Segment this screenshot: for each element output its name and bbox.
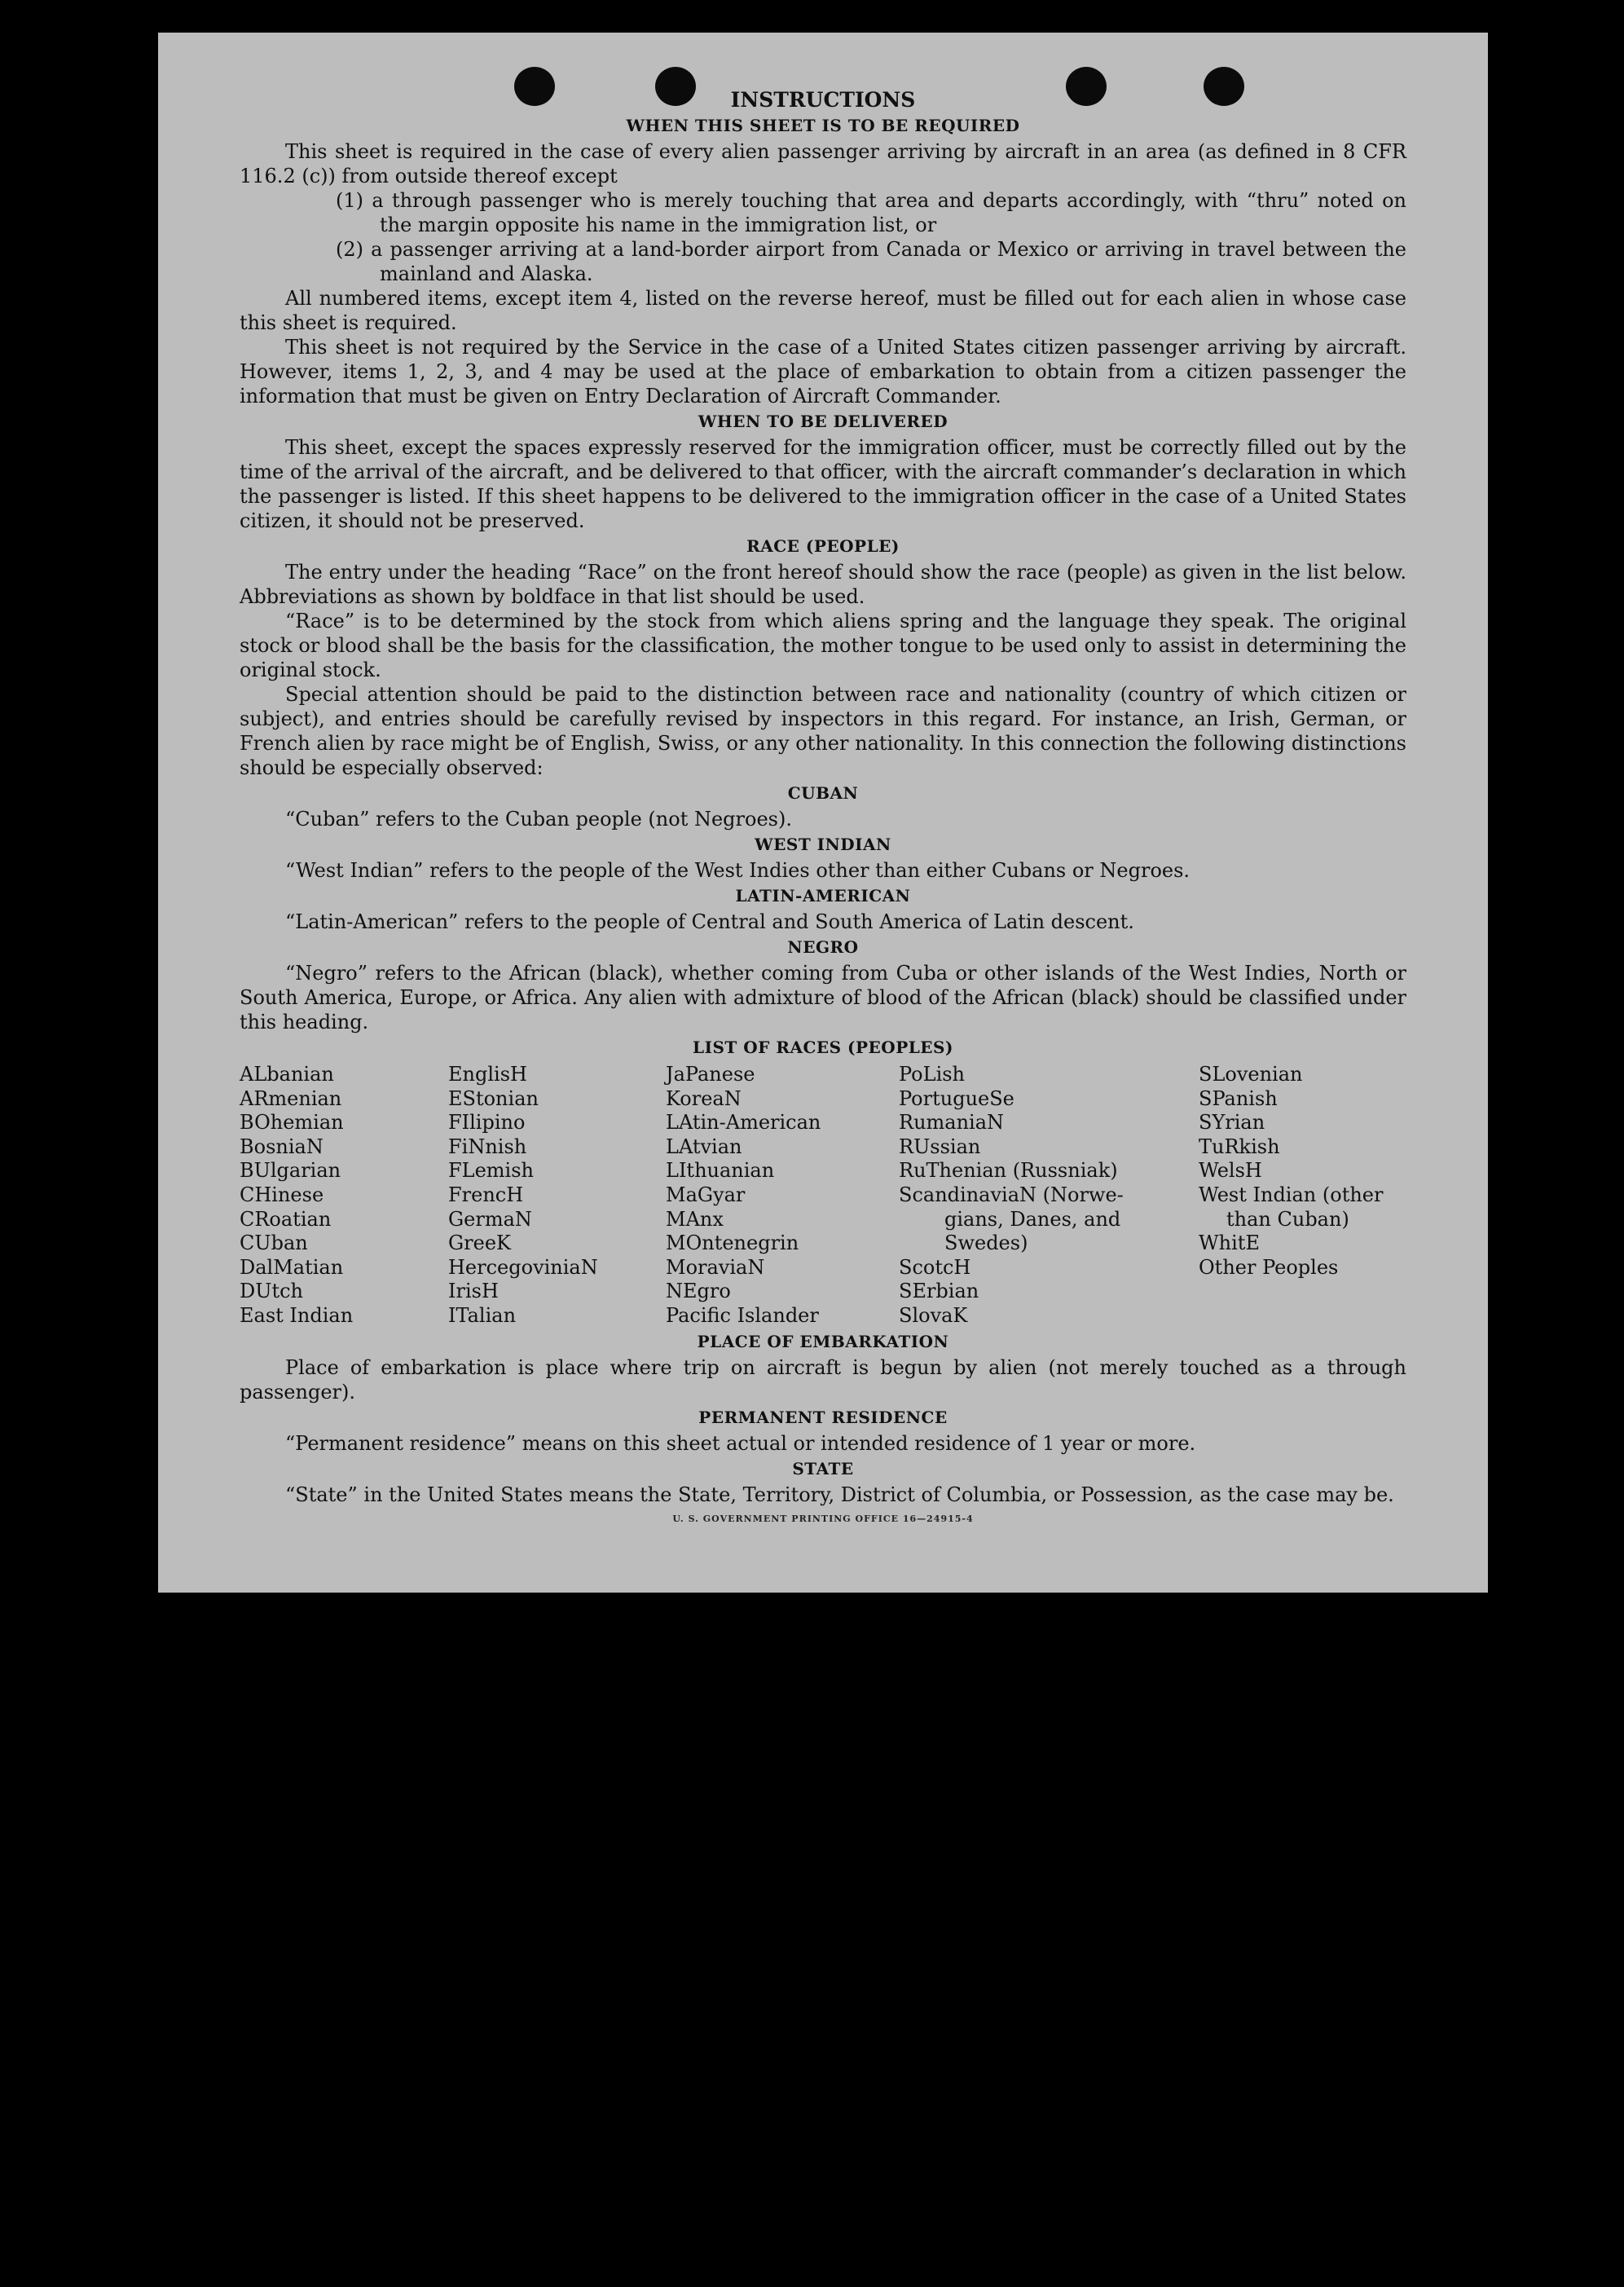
list-item: MoraviaN <box>666 1255 765 1279</box>
list-item: Pacific Islander <box>666 1303 819 1327</box>
section-heading-delivered: WHEN TO BE DELIVERED <box>698 412 948 431</box>
section-heading-race: RACE (PEOPLE) <box>746 536 900 556</box>
list-item: FIlipino <box>448 1111 526 1135</box>
list-item: than Cuban) <box>1226 1207 1349 1231</box>
punch-hole <box>514 67 555 106</box>
race-list <box>240 1063 1406 1329</box>
paragraph: “Race” is to be determined by the stock from which aliens spring and the language they speak. The original stock or blood shall be the basis for the classification, the mother tongue to be used only to assist in determining the original stock. <box>240 610 1406 681</box>
paragraph: “Negro” refers to the African (black), whether coming from Cuba or other islands of the West Indies, North or South America, Europe, or Africa. Any alien with admixture of blood of the African (black) should be classified under this heading. <box>240 962 1406 1033</box>
list-item: PortugueSe <box>899 1086 1014 1110</box>
list-item: DUtch <box>240 1280 304 1303</box>
list-item: EnglisH <box>448 1063 527 1086</box>
paragraph: “Permanent residence” means on this sheet actual or intended residence of 1 year or more. <box>285 1431 1196 1455</box>
list-item: BUlgarian <box>240 1159 341 1183</box>
list-item: JaPanese <box>666 1063 755 1086</box>
list-item: FiNnish <box>448 1135 527 1158</box>
paragraph: The entry under the heading “Race” on the front hereof should show the race (people) as given in the list below. Abbreviations as shown by boldface in that list should be used. <box>240 561 1406 608</box>
list-item: LIthuanian <box>666 1159 775 1183</box>
numbered-item: (2) a passenger arriving at a land-border airport from Canada or Mexico or arriving in travel between the mainland and Alaska. <box>336 238 1406 285</box>
punch-hole <box>1066 67 1107 106</box>
instruction-sheet <box>158 33 1488 1593</box>
list-item: FrencH <box>448 1183 524 1206</box>
list-item: LAtvian <box>666 1135 742 1158</box>
list-item: West Indian (other <box>1199 1183 1384 1206</box>
race-list-column <box>899 1063 1199 1329</box>
section-heading-required: WHEN THIS SHEET IS TO BE REQUIRED <box>626 116 1020 135</box>
list-item: SErbian <box>899 1280 979 1303</box>
paragraph: This sheet is not required by the Service in the case of a United States citizen passenger arriving by aircraft. However, items 1, 2, 3, and 4 may be used at the place of embarkation to obtain from a citizen passenger the information that must be given on Entry Declaration of Aircraft Commander. <box>240 336 1406 408</box>
list-item: SYrian <box>1199 1111 1265 1135</box>
list-item: HercegoviniaN <box>448 1255 598 1279</box>
list-item: SlovaK <box>899 1303 968 1327</box>
list-item: gians, Danes, and <box>944 1207 1121 1231</box>
section-heading-residence: PERMANENT RESIDENCE <box>698 1407 948 1427</box>
section-heading-negro: NEGRO <box>787 937 859 957</box>
section-heading-state: STATE <box>792 1458 854 1478</box>
list-item: SPanish <box>1199 1086 1278 1110</box>
list-item: MAnx <box>666 1207 724 1231</box>
printing-office-footer: U. S. GOVERNMENT PRINTING OFFICE 16—24915-4 <box>672 1513 974 1524</box>
list-item: GreeK <box>448 1232 511 1255</box>
list-item: East Indian <box>240 1303 354 1327</box>
race-list-column <box>240 1063 448 1329</box>
paragraph: “West Indian” refers to the people of the West Indies other than either Cubans or Negroes. <box>285 859 1190 882</box>
paragraph: “Cuban” refers to the Cuban people (not Negroes). <box>285 808 792 831</box>
list-item: ARmenian <box>240 1086 342 1110</box>
race-list-column <box>1199 1063 1406 1329</box>
list-item: MaGyar <box>666 1183 746 1206</box>
list-item: RUssian <box>899 1135 981 1158</box>
list-item: LAtin-American <box>666 1111 821 1135</box>
list-item: Swedes) <box>944 1232 1028 1255</box>
list-item: ITalian <box>448 1303 517 1327</box>
page-title: INSTRUCTIONS <box>730 88 916 112</box>
section-heading-list: LIST OF RACES (PEOPLES) <box>693 1038 953 1057</box>
list-item: ALbanian <box>240 1063 334 1086</box>
section-heading-embarkation: PLACE OF EMBARKATION <box>697 1331 949 1351</box>
list-item: RumaniaN <box>899 1111 1005 1135</box>
paragraph: Special attention should be paid to the distinction between race and nationality (country of which citizen or subject), and entries should be carefully revised by inspectors in this regard. For instance, an Irish, German, or French alien by race might be of English, Swiss, or any other nationality. In this connection the following distinctions should be especially observed: <box>240 683 1406 779</box>
punch-hole <box>1204 67 1244 106</box>
list-item: GermaN <box>448 1207 532 1231</box>
section-heading-west-indian: WEST INDIAN <box>755 835 891 854</box>
paragraph: This sheet is required in the case of every alien passenger arriving by aircraft in an area (as defined in 8 CFR 116.2 (c)) from outside thereof except <box>240 140 1406 187</box>
list-item: CHinese <box>240 1183 324 1206</box>
list-item: PoLish <box>899 1063 966 1086</box>
list-item: KoreaN <box>666 1086 742 1110</box>
punch-hole <box>655 67 696 106</box>
list-item: NEgro <box>666 1280 731 1303</box>
list-item: BosniaN <box>240 1135 323 1158</box>
list-item: FLemish <box>448 1159 534 1183</box>
list-item: MOntenegrin <box>666 1232 799 1255</box>
race-list-column <box>666 1063 899 1329</box>
paragraph: All numbered items, except item 4, listed on the reverse hereof, must be filled out for each alien in whose case this sheet is required. <box>240 287 1406 334</box>
paragraph: Place of embarkation is place where trip on aircraft is begun by alien (not merely touched as a through passenger). <box>240 1355 1406 1403</box>
list-item: DalMatian <box>240 1255 344 1279</box>
list-item: RuThenian (Russniak) <box>899 1159 1118 1183</box>
list-item: SLovenian <box>1199 1063 1303 1086</box>
list-item: IrisH <box>448 1280 499 1303</box>
list-item: CRoatian <box>240 1207 332 1231</box>
race-list-column <box>448 1063 666 1329</box>
section-heading-latin-american: LATIN-AMERICAN <box>735 886 911 906</box>
list-item: BOhemian <box>240 1111 344 1135</box>
section-heading-cuban: CUBAN <box>787 783 859 803</box>
list-item: Other Peoples <box>1199 1255 1339 1279</box>
list-item: ScotcH <box>899 1255 971 1279</box>
list-item: EStonian <box>448 1086 539 1110</box>
paragraph: This sheet, except the spaces expressly reserved for the immigration officer, must be correctly filled out by the time of the arrival of the aircraft, and be delivered to that officer, with the aircraft commander’s declaration in which the passenger is listed. If this sheet happens to be delivered to the immigration officer in the case of a United States citizen, it should not be preserved. <box>240 436 1406 532</box>
list-item: TuRkish <box>1199 1135 1280 1158</box>
list-item: CUban <box>240 1232 308 1255</box>
paragraph: “Latin-American” refers to the people of Central and South America of Latin descent. <box>285 910 1134 933</box>
numbered-item: (1) a through passenger who is merely touching that area and departs accordingly, with “thru” noted on the margin opposite his name in the immigration list, or <box>336 189 1406 236</box>
list-item: WelsH <box>1199 1159 1262 1183</box>
list-item: ScandinaviaN (Norwe- <box>899 1183 1124 1206</box>
paragraph: “State” in the United States means the State, Territory, District of Columbia, or Possession, as the case may be. <box>285 1483 1394 1506</box>
list-item: WhitE <box>1199 1232 1260 1255</box>
